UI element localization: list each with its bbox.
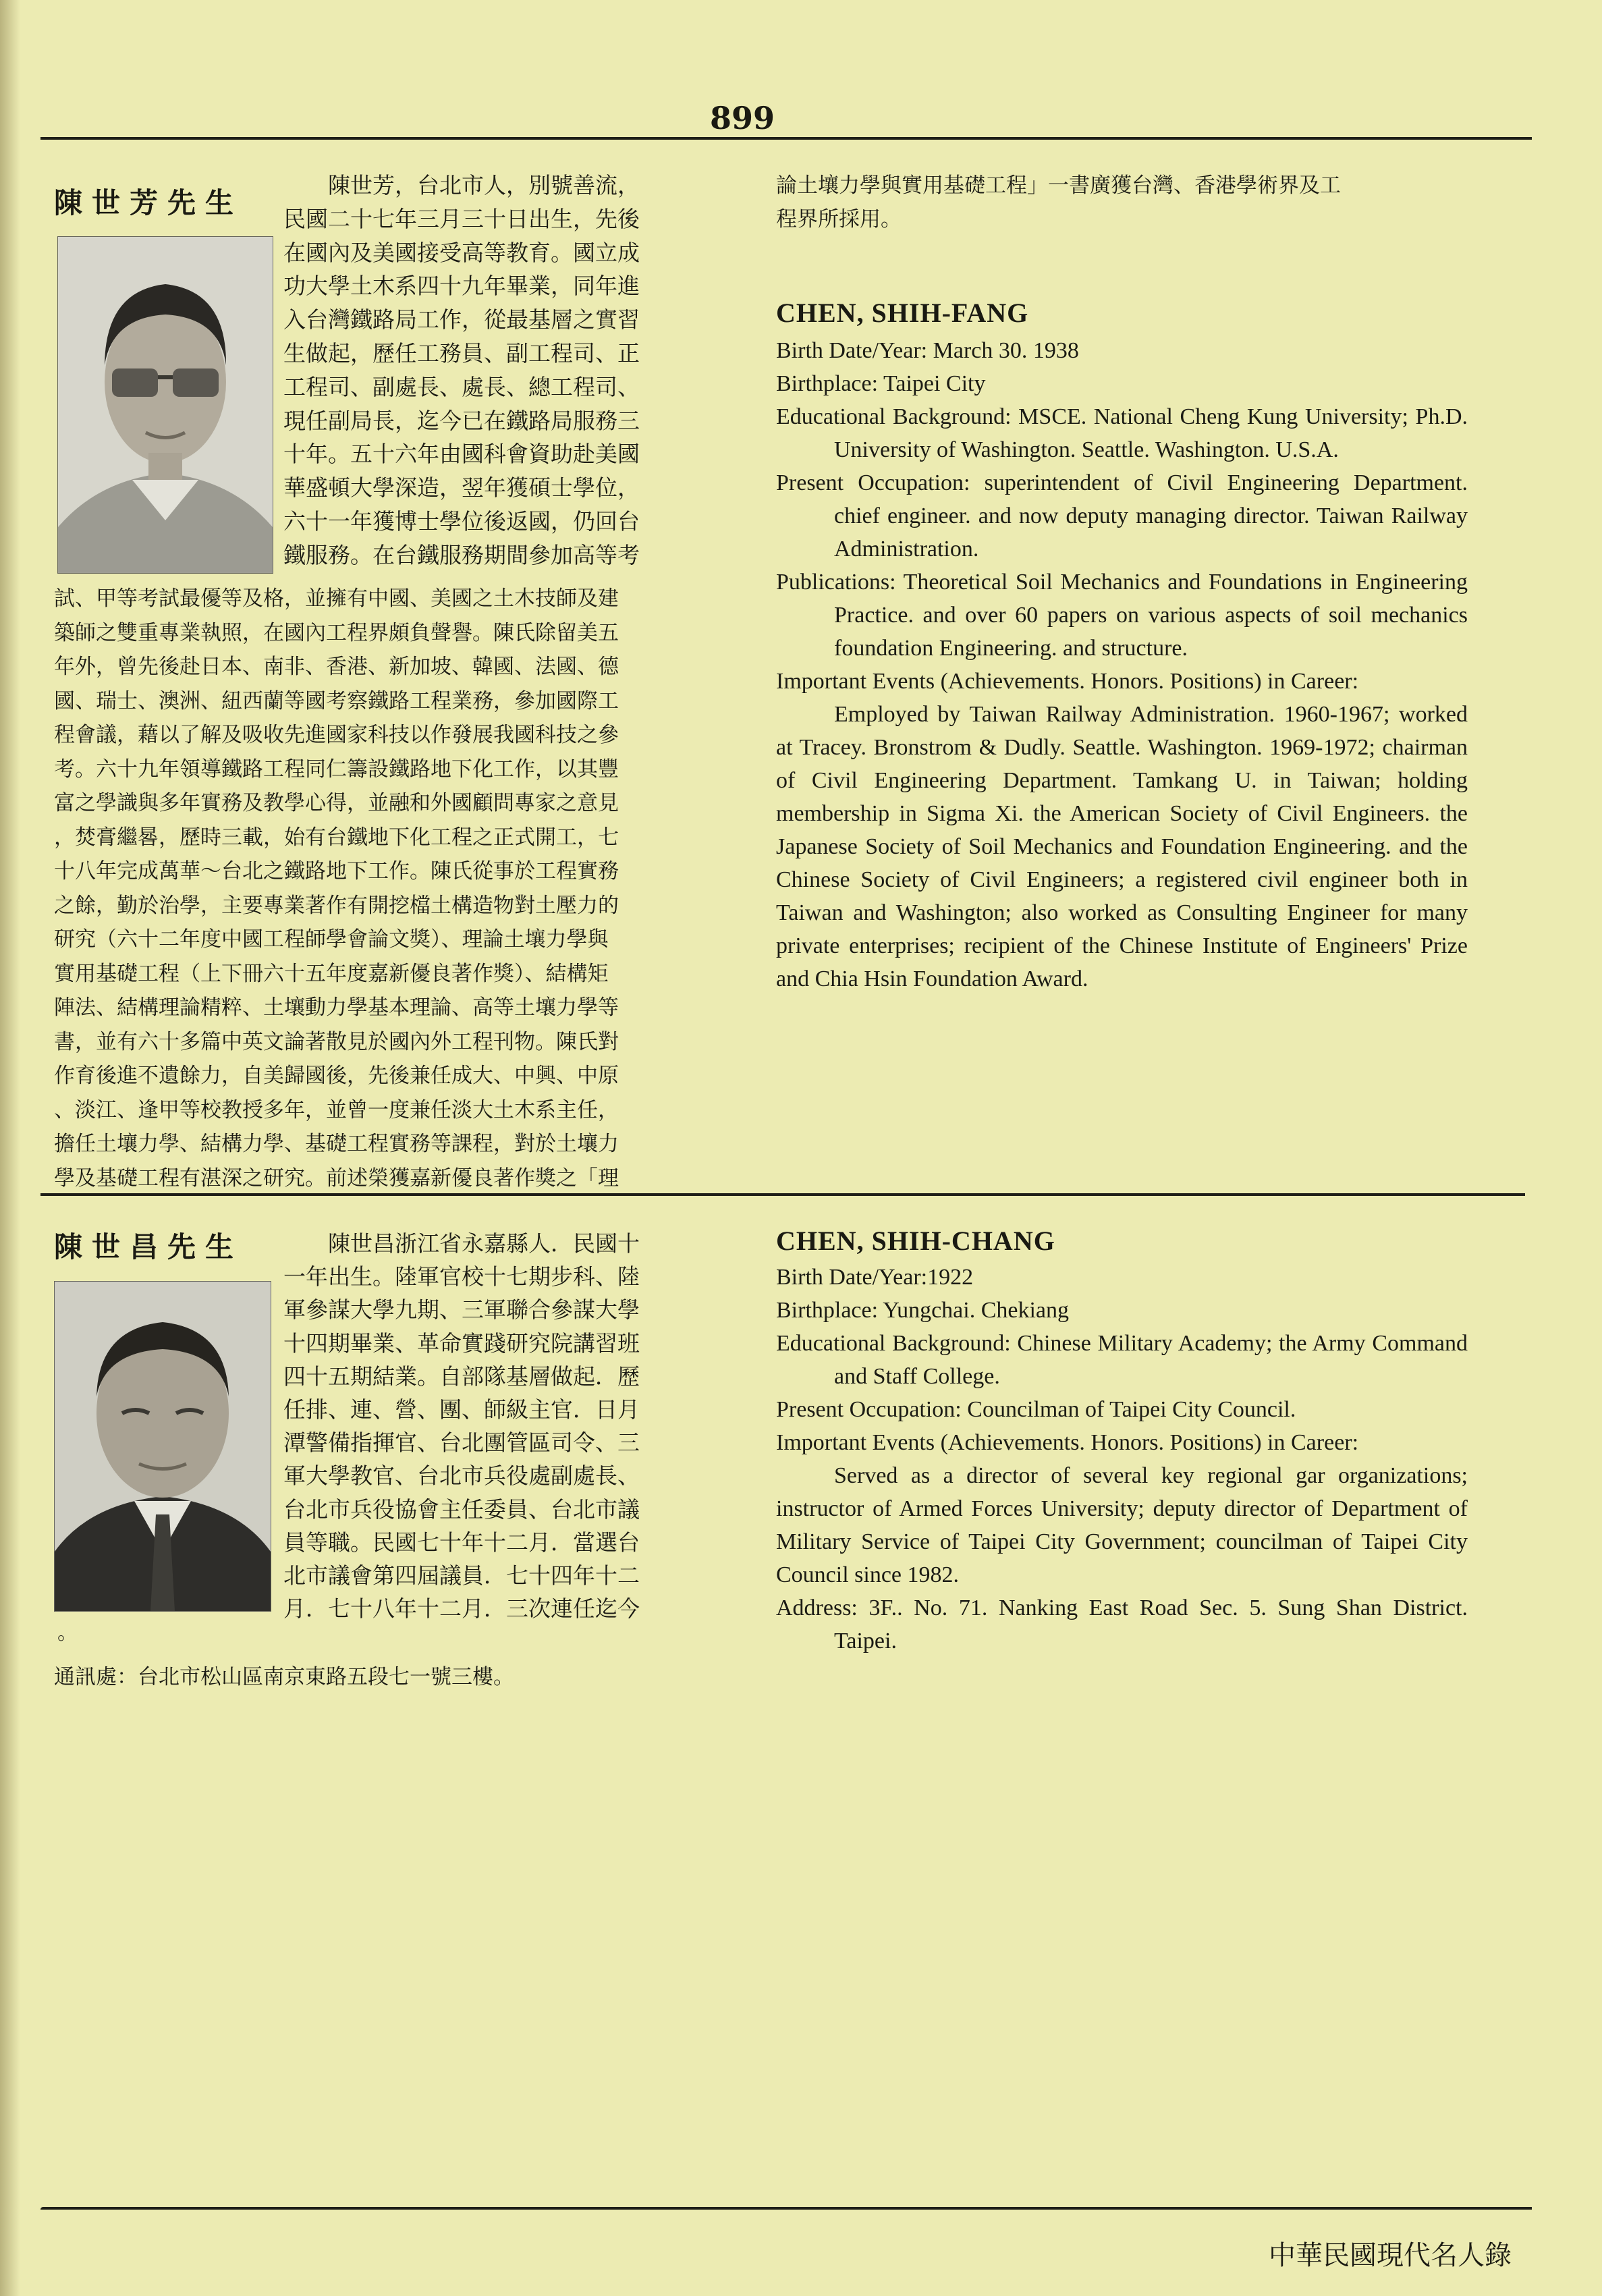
bio-line: 、淡江、逢甲等校教授多年，並曾一度兼任淡大土木系主任， (54, 1097, 619, 1122)
publications-field (776, 566, 1468, 665)
field-label: Birth Date/Year: (776, 1265, 928, 1290)
entry-2-name-cn: 陳世昌先生 (54, 1230, 244, 1263)
bio-line: 程會議，藉以了解及吸收先進國家科技以作發展我國科技之參 (54, 723, 619, 747)
field-label: Important Events (Achievements. Honors. Positions) in Career: (776, 669, 1359, 694)
field-value: Theoretical Soil Mechanics and Foundations in Engineering Practice. and over 60 papers on various aspects of soil mechanics foundation Engineering. and structure. (834, 570, 1468, 661)
bio-line: 之餘，勤於治學，主要專業著作有開挖檔土構造物對土壓力的 (54, 893, 619, 918)
bio-line: 陳世昌浙江省永嘉縣人．民國十 (283, 1230, 640, 1257)
portrait-photo-icon (58, 237, 273, 573)
entry-1-bio-cn-continued (776, 169, 1471, 236)
field-value: Chinese Military Academy; the Army Command and Staff College. (834, 1331, 1468, 1389)
field-value: 1922 (927, 1265, 974, 1290)
field-label: Birthplace: (776, 371, 883, 396)
bio-line: 員等職。民國七十年十二月．當選台 (283, 1529, 640, 1556)
field-label: Birth Date/Year: (776, 338, 933, 363)
field-value: Taipei City (883, 371, 986, 396)
field-value: Councilman of Taipei City Council. (967, 1397, 1296, 1422)
bio-line: 國、瑞士、澳洲、紐西蘭等國考察鐵路工程業務，參加國際工 (54, 688, 619, 713)
bio-line: 工程司、副處長、處長、總工程司、 (283, 373, 640, 400)
bio-line: 陣法、結構理論精粹、土壤動力學基本理論、高等土壤力學等 (54, 995, 619, 1020)
occupation-field (776, 466, 1468, 566)
field-value: Yungchai. Chekiang (883, 1298, 1070, 1323)
bio-line: 一年出生。陸軍官校十七期步科、陸 (283, 1263, 640, 1290)
bio-line: 鐵服務。在台鐵服務期間參加高等考 (283, 541, 640, 568)
bio-line: 富之學識與多年實務及教學心得，並融和外國顧問專家之意見 (54, 791, 619, 815)
bio-line: 軍大學教官、台北市兵役處副處長、 (283, 1463, 640, 1489)
field-label: Educational Background: (776, 404, 1019, 429)
bio-line: 軍參謀大學九期、三軍聯合參謀大學 (283, 1296, 640, 1323)
entry-1-bio-cn-top (283, 169, 715, 572)
field-label: Present Occupation: (776, 1397, 968, 1422)
bio-line: 台北市兵役協會主任委員、台北市議 (283, 1496, 640, 1523)
bio-line: 作育後進不遺餘力，自美歸國後，先後兼任成大、中興、中原 (54, 1064, 619, 1088)
birthplace-field (776, 367, 1468, 400)
bio-line: 四十五期結業。自部隊基層做起．歷 (283, 1363, 640, 1390)
bio-line: 研究（六十二年度中國工程師學會論文獎）、理論土壤力學與 (54, 927, 609, 952)
bio-line: 實用基礎工程（上下冊六十五年度嘉新優良著作獎）、結構矩 (54, 961, 609, 986)
bio-line: 入台灣鐵路局工作，從最基層之實習 (283, 306, 640, 333)
entry-2-name-en: CHEN, SHIH-CHANG (776, 1226, 1055, 1256)
field-label: Publications: (776, 570, 904, 595)
occupation-field (776, 1393, 1468, 1426)
top-rule (40, 137, 1532, 140)
birth-date-field (776, 334, 1468, 367)
bio-line: 十八年完成萬華～台北之鐵路地下工作。陳氏從事於工程實務 (54, 859, 619, 883)
bio-line: 學及基礎工程有湛深之研究。前述榮獲嘉新優良著作獎之「理 (54, 1166, 619, 1191)
bio-line: 十四期畢業、革命實踐研究院講習班 (283, 1330, 640, 1357)
field-label: Educational Background: (776, 1331, 1018, 1356)
page-number: 899 (709, 100, 775, 136)
bio-line: 十年。五十六年由國科會資助赴美國 (283, 441, 640, 468)
bio-line: 考。六十九年領導鐵路工程同仁籌設鐵路地下化工作，以其豐 (54, 757, 619, 782)
entry-2-address-cn: 通訊處：台北市松山區南京東路五段七一號三樓。 (54, 1665, 514, 1689)
bio-line: 潭警備指揮官、台北團管區司令、三 (283, 1429, 640, 1456)
bio-line: 生做起，歷任工務員、副工程司、正 (283, 339, 640, 366)
entry-2-bio-cn (283, 1227, 715, 1625)
bio-line: 試、甲等考試最優等及格，並擁有中國、美國之土木技師及建 (54, 586, 619, 611)
entry-1-bio-cn-full (54, 582, 715, 1195)
field-label: Birthplace: (776, 1298, 883, 1323)
middle-rule (40, 1193, 1525, 1196)
bio-line: 論土壤力學與實用基礎工程」一書廣獲台灣、香港學術界及工 (776, 173, 1341, 198)
bio-line: 月．七十八年十二月．三次連任迄今 (283, 1595, 640, 1622)
bio-line: 築師之雙重專業執照，在國內工程界頗負聲譽。陳氏除留美五 (54, 620, 619, 645)
bio-line: 功大學土木系四十九年畢業，同年進 (283, 273, 640, 300)
entry-2-details-en (776, 1261, 1468, 1658)
bio-line: 民國二十七年三月三十日出生，先後 (283, 205, 640, 232)
entry-1-portrait-photo (57, 236, 273, 574)
bio-line: 擔任土壤力學、結構力學、基礎工程實務等課程，對於土壤力 (54, 1132, 619, 1156)
field-value: MSCE. National Cheng Kung University; Ph.D. University of Washington. Seattle. Washington. U.S.A. (834, 404, 1468, 462)
education-field (776, 400, 1468, 466)
address-field (776, 1591, 1468, 1658)
field-value: superintendent of Civil Engineering Department. chief engineer. and now deputy managing director. Taiwan Railway Administration. (834, 470, 1468, 562)
birth-date-field (776, 1261, 1468, 1294)
field-value: March 30. 1938 (933, 338, 1079, 363)
bottom-rule (40, 2207, 1532, 2210)
page-binding-shadow (0, 0, 20, 2296)
events-paragraph: Employed by Taiwan Railway Administration. 1960-1967; worked at Tracey. Bronstrom & Dudly. Seattle. Washington. 1969-1972; chairman of Civil Engineering Department. Tamkang U. in Taiwan; holding membership in Sigma Xi. the American Society of Civil Engineers. the Japanese Society of Soil Mechanics and Foundation Engineering. and the Chinese Society of Civil Engineers; a registered civil engineer both in Taiwan and Washington; also worked as Consulting Engineer for many private enterprises; recipient of the Chinese Institute of Engineers' Prize and Chia Hsin Foundation Award. (776, 702, 1468, 991)
bio-line: 現任副局長，迄今已在鐵路局服務三 (283, 407, 640, 434)
field-label: Present Occupation: (776, 470, 985, 495)
bio-line: ，焚膏繼晷，歷時三載，始有台鐵地下化工程之正式開工，七 (54, 825, 619, 850)
events-field (776, 1426, 1468, 1459)
events-paragraph: Served as a director of several key regional gar organizations; instructor of Armed Forces University; deputy director of Department of Military Service of Taipei City Government; councilman of Taipei City Council since 1982. (776, 1463, 1468, 1587)
entry-1-details-en (776, 334, 1468, 995)
field-value: 3F.. No. 71. Nanking East Road Sec. 5. Sung Shan District. Taipei. (834, 1595, 1468, 1653)
field-label: Important Events (Achievements. Honors. Positions) in Career: (776, 1430, 1359, 1455)
bio-line: 北市議會第四屆議員．七十四年十二 (283, 1562, 640, 1589)
bio-line: 任排、連、營、團、師級主官．日月 (283, 1396, 640, 1423)
entry-2-portrait-photo (54, 1281, 271, 1612)
bio-line: 六十一年獲博士學位後返國，仍回台 (283, 508, 640, 535)
birthplace-field (776, 1294, 1468, 1327)
entry-1-name-en: CHEN, SHIH-FANG (776, 298, 1029, 328)
entry-1-name-cn: 陳世芳先生 (54, 186, 244, 219)
book-title-footer: 中華民國現代名人錄 (1269, 2240, 1512, 2271)
bio-line: 陳世芳，台北市人，別號善流， (283, 172, 640, 198)
education-field (776, 1327, 1468, 1393)
events-field (776, 665, 1468, 698)
bio-line: 華盛頓大學深造，翌年獲碩士學位， (283, 474, 640, 501)
bio-line: 程界所採用。 (776, 207, 902, 231)
portrait-photo-icon (55, 1282, 271, 1611)
field-label: Address: (776, 1595, 869, 1620)
entry-2-bio-cn-tail: 。 (57, 1621, 78, 1645)
bio-line: 書，並有六十多篇中英文論著散見於國內外工程刊物。陳氏對 (54, 1029, 619, 1054)
bio-line: 在國內及美國接受高等教育。國立成 (283, 239, 640, 266)
bio-line: 年外，曾先後赴日本、南非、香港、新加坡、韓國、法國、德 (54, 655, 619, 679)
